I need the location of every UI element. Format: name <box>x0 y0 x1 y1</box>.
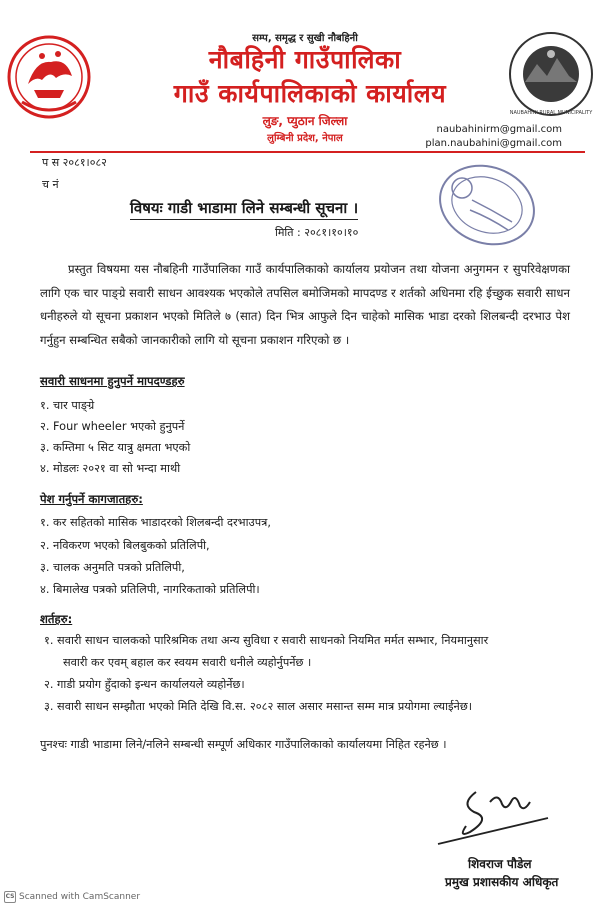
conditions-heading: शर्तहरु: <box>40 612 73 626</box>
condition-item-continuation: सवारी कर एवम् बहाल कर स्वयम सवारी धनीले व्यहोर्नुपर्नेछ । <box>63 656 312 669</box>
condition-item: २. गाडी प्रयोग हुँदाको इन्धन कार्यालयले व्यहोर्नेछ। <box>44 678 245 691</box>
document-item: ४. बिमालेख पत्रको प्रतिलिपी, नागरिकताको प्रतिलिपी। <box>40 583 260 596</box>
condition-item: १. सवारी साधन चालकको पारिश्रमिक तथा अन्य सुविधा र सवारी साधनको नियमित मर्मत सम्भार, नियमानुसार <box>44 634 489 647</box>
email-planning: plan.naubahini@gmail.com <box>425 138 562 149</box>
notice-date: मिति : २०८१।१०।१० <box>275 226 359 239</box>
document-item: ३. चालक अनुमति पत्रको प्रतिलिपी, <box>40 561 185 574</box>
condition-item: ३. सवारी साधन सम्झौता भएको मिति देखि वि.स. २०८२ साल असार मसान्त सम्म मात्र प्रयोगमा ल्याईनेछ। <box>44 700 473 713</box>
email-primary: naubahinirm@gmail.com <box>436 124 562 135</box>
document-item: १. कर सहितको मासिक भाडादरको शिलबन्दी दरभाउपत्र, <box>40 516 271 529</box>
notice-subject: विषयः गाडी भाडामा लिने सम्बन्धी सूचना । <box>130 198 358 220</box>
criteria-item: २. Four wheeler भएको हुनुपर्ने <box>40 420 185 433</box>
signatory-name: शिवराज पौडेल <box>468 857 532 871</box>
scanner-watermark <box>4 891 140 903</box>
notice-body: प्रस्तुत विषयमा यस नौबहिनी गाउँपालिका गाउँ कार्यपालिकाको कार्यालय प्रयोजन तथा योजना अनुगमन र सुपरिवेक्षणका लागि एक चार पाङ्ग्रे सवारी साधन आवश्यक भएकोले तपसिल बमोजिमको मापदण्ड र शर्तको अधिनमा रहि ईच्छुक सवारी साधन धनीहरुले यो सूचना प्रकाशन भएको मितिले ७ (सात) दिन भित्र आफुले दिन चाहेको मासिक भाडा दरको शिलबन्दी दरभाउ पेश गर्नुहुन सम्बन्धित सबैको जानकारीको लागि यो सूचना प्रकाशन गरिएको छ । <box>40 262 570 347</box>
address-line-2: लुम्बिनी प्रदेश, नेपाल <box>267 133 343 144</box>
criteria-item: ३. कम्तिमा ५ सिट यात्रु क्षमता भएको <box>40 441 191 454</box>
signatory-title: प्रमुख प्रशासकीय अधिकृत <box>445 875 559 889</box>
office-name: गाउँ कार्यपालिकाको कार्यालय <box>173 79 447 108</box>
documents-heading: पेश गर्नुपर्ने कागजातहरु: <box>40 492 143 506</box>
header-divider <box>30 151 585 153</box>
document-item: २. नविकरण भएको बिलबुकको प्रतिलिपी, <box>40 539 210 552</box>
office-stamp <box>432 160 542 250</box>
dispatch-number: च नं <box>42 178 59 191</box>
organization-name: नौबहिनी गाउँपालिका <box>208 45 402 74</box>
handwritten-signature <box>430 782 560 852</box>
seal-text: NAUBAHINI RURAL MUNICIPALITY <box>509 110 593 116</box>
camscanner-icon: CS <box>4 891 16 903</box>
criteria-item: १. चार पाङ्ग्रे <box>40 399 95 412</box>
criteria-heading: सवारी साधनमा हुनुपर्ने मापदण्डहरु <box>40 374 185 388</box>
footer-note: पुनश्चः गाडी भाडामा लिने/नलिने सम्बन्धी सम्पूर्ण अधिकार गाउँपालिकाको कार्यालयमा निहित रहनेछ । <box>40 738 447 751</box>
email-block <box>425 123 562 151</box>
criteria-item: ४. मोडलः २०२१ वा सो भन्दा माथी <box>40 462 181 475</box>
address-line-1: लुङ, प्युठान जिल्ला <box>262 114 348 128</box>
letter-reference-number: प स २०८१।०८२ <box>42 156 107 169</box>
motto: सम्प, समृद्ध र सुखी नौबहिनी <box>252 33 358 44</box>
scanner-watermark-text: Scanned with CamScanner <box>19 892 141 902</box>
